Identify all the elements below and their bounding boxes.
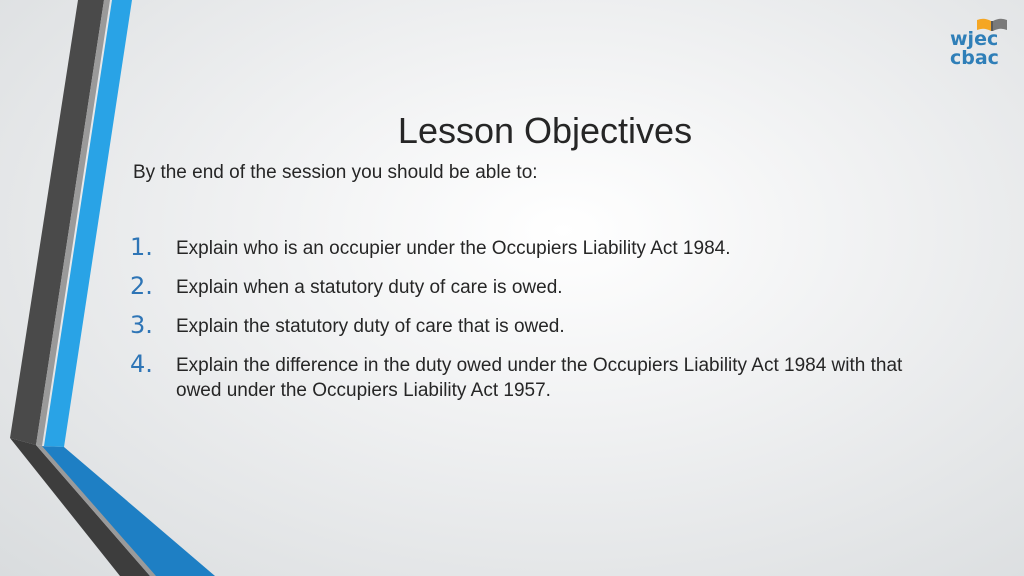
objective-item xyxy=(130,273,950,300)
wjec-cbac-logo xyxy=(950,16,1012,72)
slide-title: Lesson Objectives xyxy=(397,110,693,151)
slide-subtitle: By the end of the session you should be able to: xyxy=(133,162,538,183)
objective-number: 1. xyxy=(130,233,153,261)
logo-wordmark xyxy=(950,30,999,68)
objective-number: 2. xyxy=(130,272,153,300)
objective-item xyxy=(130,312,950,339)
objective-item xyxy=(130,351,950,403)
objective-number: 4. xyxy=(130,350,153,378)
objective-number: 3. xyxy=(130,311,153,339)
objective-text: Explain when a statutory duty of care is owed. xyxy=(176,277,563,298)
logo-line-1: wjec xyxy=(950,28,999,50)
objective-text: Explain who is an occupier under the Occupiers Liability Act 1984. xyxy=(176,238,731,259)
objective-text: Explain the difference in the duty owed under the Occupiers Liability Act 1984 with that owed under the Occupiers Liability Act 1957. xyxy=(176,355,903,401)
objectives-list xyxy=(130,234,950,415)
objective-text: Explain the statutory duty of care that is owed. xyxy=(176,316,565,337)
logo-line-2: cbac xyxy=(950,47,999,69)
objective-item xyxy=(130,234,950,261)
